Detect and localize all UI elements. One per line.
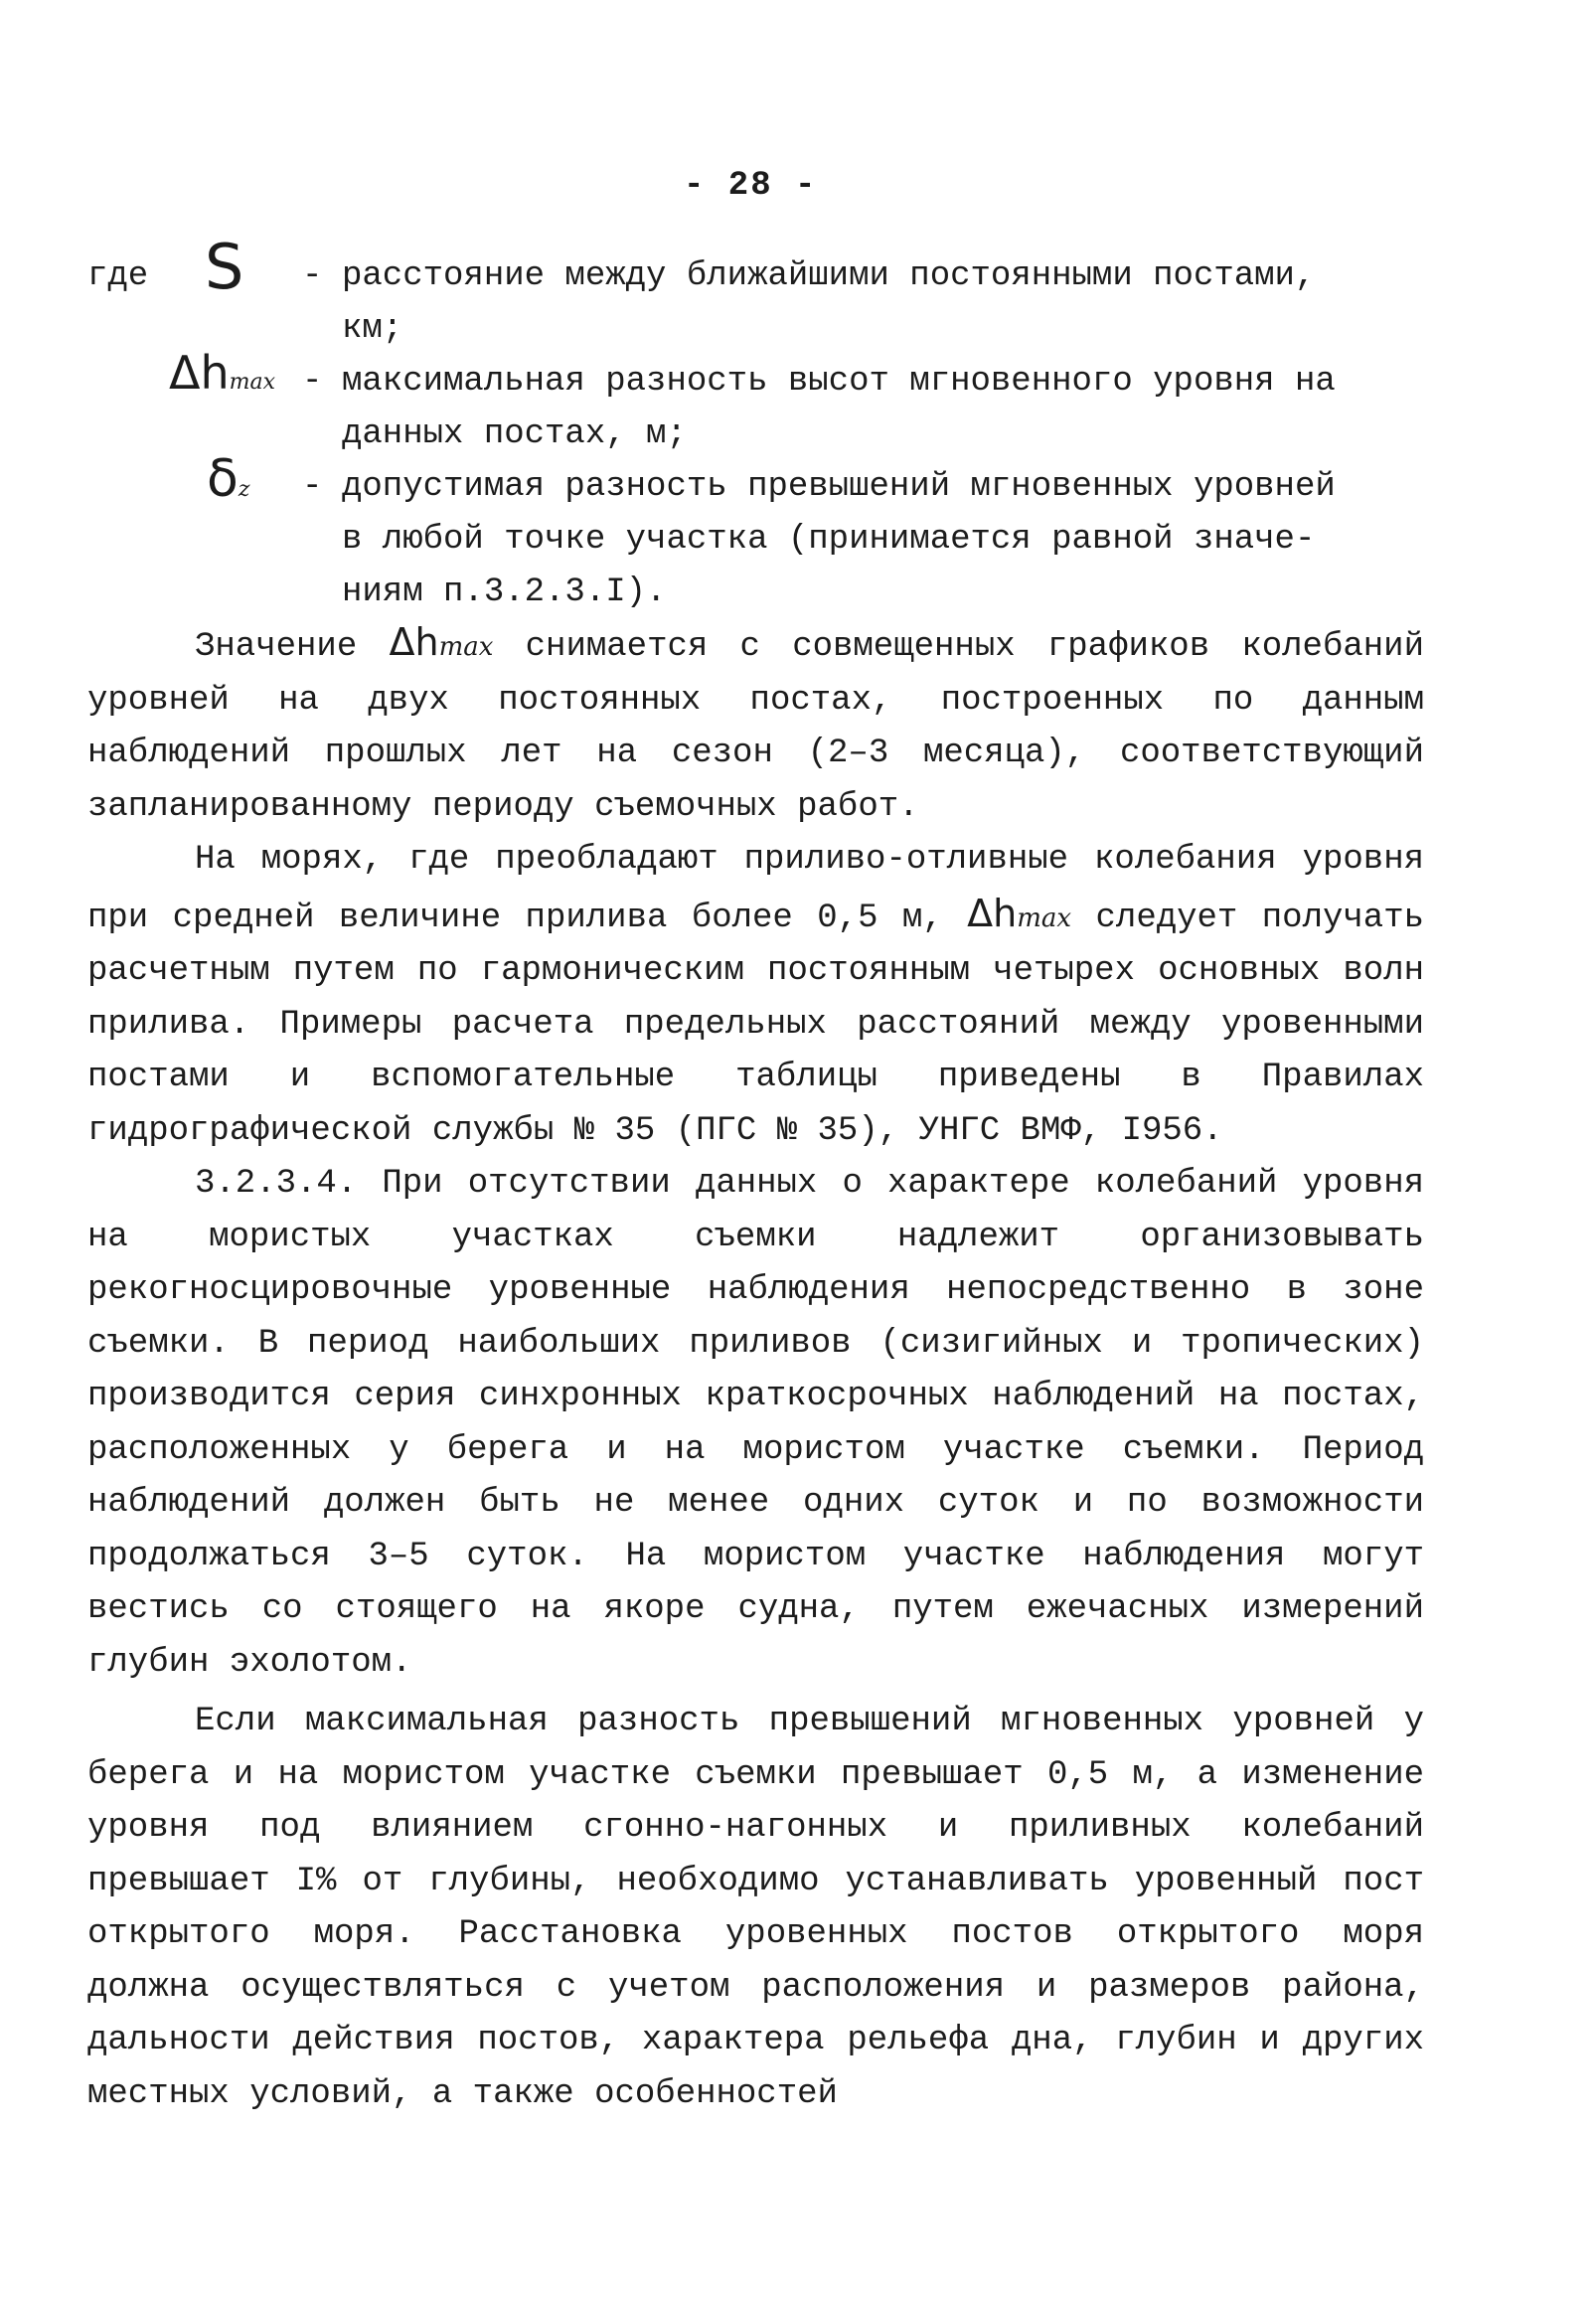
symbol-subscript: max <box>1017 902 1072 933</box>
definition-dash: - <box>302 257 323 295</box>
paragraph-tidal-seas <box>87 834 1424 1158</box>
paragraph-open-sea-post: Если максимальная разность превышений мгновенных уровней у берега и на мористом участке съемки превышает 0,5 м, а изменение уровня под влиянием сгонно-нагонных и приливных колебаний превышает I% от глубины, необходимо устанавливать уровенный пост открытого моря. Расстановка уровенных постов открытого моря должна осуществляться с учетом расположения и размеров района, дальности действия постов, характера рельефа дна, глубин и других местных условий, а также особенностей <box>87 1703 1424 2113</box>
symbol-main: δ <box>207 449 239 509</box>
paragraph-text: Значение <box>195 628 358 666</box>
paragraph-delta-h-source <box>87 616 1424 834</box>
inline-symbol-delta-h-max <box>967 892 1071 935</box>
symbol-main: Δh <box>389 620 439 664</box>
definition-line: км; <box>342 310 403 348</box>
definition-line: расстояние между ближайшими постоянными постами, <box>342 257 1316 295</box>
body-text <box>87 616 1424 2121</box>
symbol-main: S <box>205 231 244 303</box>
symbol-delta-h-max <box>169 346 276 400</box>
symbol-definitions <box>87 231 1419 619</box>
paragraph-text: следует получать расчетным путем по гармоническим постоянным четырех основных волн прилива. Примеры расчета предельных расстояний между уровенными постами и вспомогательные таблицы приведены в Правилах гидрографической службы № 35 (ПГС № 35), УНГС ВМФ, I956. <box>87 899 1424 1150</box>
definition-dash: - <box>302 363 323 401</box>
definition-line: максимальная разность высот мгновенного уровня на <box>342 363 1336 401</box>
definition-item <box>87 449 1419 619</box>
paragraph-text: снимается с совмещенных графиков колебаний уровней на двух постоянных постах, построенных по данным наблюдений прошлых лет на сезон (2–3 месяца), соответствующий запланированному периоду съемочных работ. <box>87 628 1424 826</box>
symbol-subscript: max <box>438 632 494 662</box>
paragraph-section-3-2-3-4: 3.2.3.4. При отсутствии данных о характере колебаний уровня на мористых участках съемки надлежит организовывать рекогносцировочные уровенные наблюдения непосредственно в зоне съемки. В период наибольших приливов (сизигийных и тропических) производится серия синхронных краткосрочных наблюдений на постах, расположенных у берега и на мористом участке съемки. Период наблюдений должен быть не менее одних суток и по возможности продолжаться 3–5 суток. На мористом участке наблюдения могут вестись со стоящего на якоре судна, путем ежечасных измерений глубин эхолотом. <box>87 1165 1424 1682</box>
definition-line: ниям п.3.2.3.I). <box>342 574 667 611</box>
symbol-s <box>205 231 244 303</box>
definition-line: в любой точке участка (принимается равной значе- <box>342 521 1316 559</box>
symbol-main: Δh <box>169 346 230 400</box>
paragraph-text: На морях, где преобладают приливо-отливные колебания уровня при средней величине прилива более 0,5 м, <box>87 841 1424 937</box>
definition-item <box>87 346 1419 461</box>
inline-symbol-delta-h-max <box>389 620 493 664</box>
definition-dash: - <box>302 468 323 506</box>
definition-line: допустимая разность превышений мгновенных уровней <box>342 468 1336 506</box>
page-number: - 28 - <box>684 167 818 205</box>
symbol-subscript: z <box>238 477 250 502</box>
definition-lead: где <box>87 257 149 295</box>
definition-line: данных постах, м; <box>342 415 687 453</box>
symbol-main: Δh <box>967 891 1018 935</box>
symbol-delta-z <box>207 449 250 509</box>
definition-item <box>87 231 1419 356</box>
symbol-subscript: max <box>229 370 276 395</box>
